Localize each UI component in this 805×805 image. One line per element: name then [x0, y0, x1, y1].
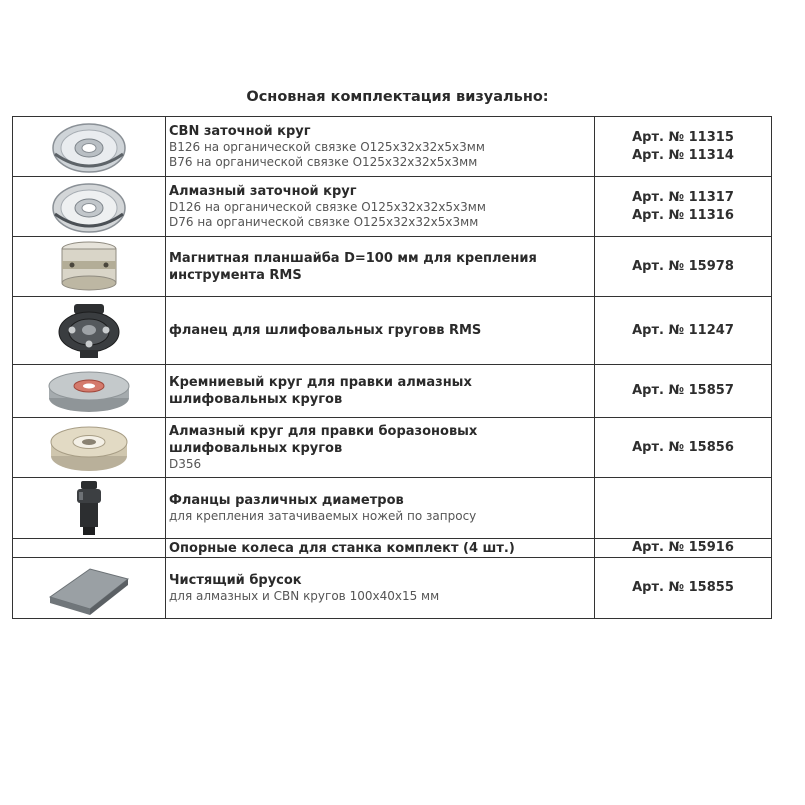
cbn-wheel-image: [49, 120, 129, 174]
article-cell: [595, 297, 772, 365]
article-cell: [595, 539, 772, 558]
description-cell: [166, 418, 595, 478]
article-number: Арт. № 11247: [632, 322, 734, 338]
table-row: [13, 297, 772, 365]
diamond-wheel-image: [49, 180, 129, 234]
article-cell: [595, 117, 772, 177]
product-image-cell: [13, 418, 166, 478]
table-row: [13, 177, 772, 237]
product-spec: B126 на органической связке О125х32х32х5х3мм: [169, 140, 485, 154]
article-cell: [595, 365, 772, 418]
product-image-cell: [13, 177, 166, 237]
description-cell: [166, 365, 595, 418]
flanges-image: [69, 479, 109, 537]
silicon-wheel-image: [46, 368, 132, 414]
description-cell: [166, 117, 595, 177]
product-image-cell: [13, 117, 166, 177]
article-number: Арт. № 15856: [632, 439, 734, 455]
product-spec: D76 на органической связке О125х32х32х5х3мм: [169, 215, 479, 229]
description-cell: [166, 539, 595, 558]
article-number: Арт. № 11316: [632, 207, 734, 223]
article-number: Арт. № 15855: [632, 580, 734, 595]
product-spec: B76 на органической связке О125х32х32х5х3мм: [169, 155, 478, 169]
table-row: [13, 418, 772, 478]
table-row: [13, 539, 772, 558]
product-title: Магнитная планшайба D=100 мм для крепления инструмента RMS: [169, 250, 537, 283]
product-title: Алмазный заточной круг: [169, 184, 357, 199]
table-row: [13, 478, 772, 539]
description-cell: [166, 177, 595, 237]
product-spec: для крепления затачиваемых ножей по запросу: [169, 509, 477, 523]
article-number: Арт. № 15916: [632, 540, 734, 555]
diamond-dressing-wheel-image: [47, 422, 131, 474]
article-number: Арт. № 11314: [632, 147, 734, 163]
description-cell: [166, 237, 595, 297]
article-cell: [595, 418, 772, 478]
product-image-cell: [13, 539, 166, 558]
product-title: Кремниевый круг для правки алмазных шлифовальных кругов: [169, 375, 472, 407]
article-cell: [595, 237, 772, 297]
product-image-cell: [13, 237, 166, 297]
table-row: [13, 365, 772, 418]
flange-image: [54, 300, 124, 362]
product-image-cell: [13, 297, 166, 365]
product-image-cell: [13, 558, 166, 619]
article-number: Арт. № 11317: [632, 189, 734, 205]
description-cell: [166, 558, 595, 619]
product-image-cell: [13, 478, 166, 539]
table-row: [13, 558, 772, 619]
page-title: Основная комплектация визуально:: [246, 89, 549, 105]
cleaning-stone-image: [46, 561, 132, 615]
product-title: фланец для шлифовальных груговв RMS: [169, 323, 482, 338]
description-cell: [166, 297, 595, 365]
product-title: CBN заточной круг: [169, 124, 311, 139]
product-title: Опорные колеса для станка комплект (4 шт.): [169, 540, 515, 556]
table-row: [13, 237, 772, 297]
product-image-cell: [13, 365, 166, 418]
table-row: [13, 117, 772, 177]
product-title: Алмазный круг для правки боразоновых шлифовальных кругов: [169, 424, 478, 456]
product-title: Чистящий брусок: [169, 573, 302, 588]
product-spec: D126 на органической связке О125х32х32х5х3мм: [169, 200, 486, 214]
description-cell: [166, 478, 595, 539]
product-spec: для алмазных и CBN кругов 100х40х15 мм: [169, 589, 440, 603]
product-spec: D356: [169, 457, 202, 471]
article-number: Арт. № 11315: [632, 129, 734, 145]
magnetic-faceplate-image: [58, 239, 120, 295]
equipment-table: [12, 116, 772, 619]
article-number: Арт. № 15857: [632, 383, 734, 398]
product-title: Фланцы различных диаметров: [169, 493, 404, 508]
article-cell: [595, 478, 772, 539]
article-cell: [595, 177, 772, 237]
article-cell: [595, 558, 772, 619]
article-number: Арт. № 15978: [632, 258, 734, 274]
